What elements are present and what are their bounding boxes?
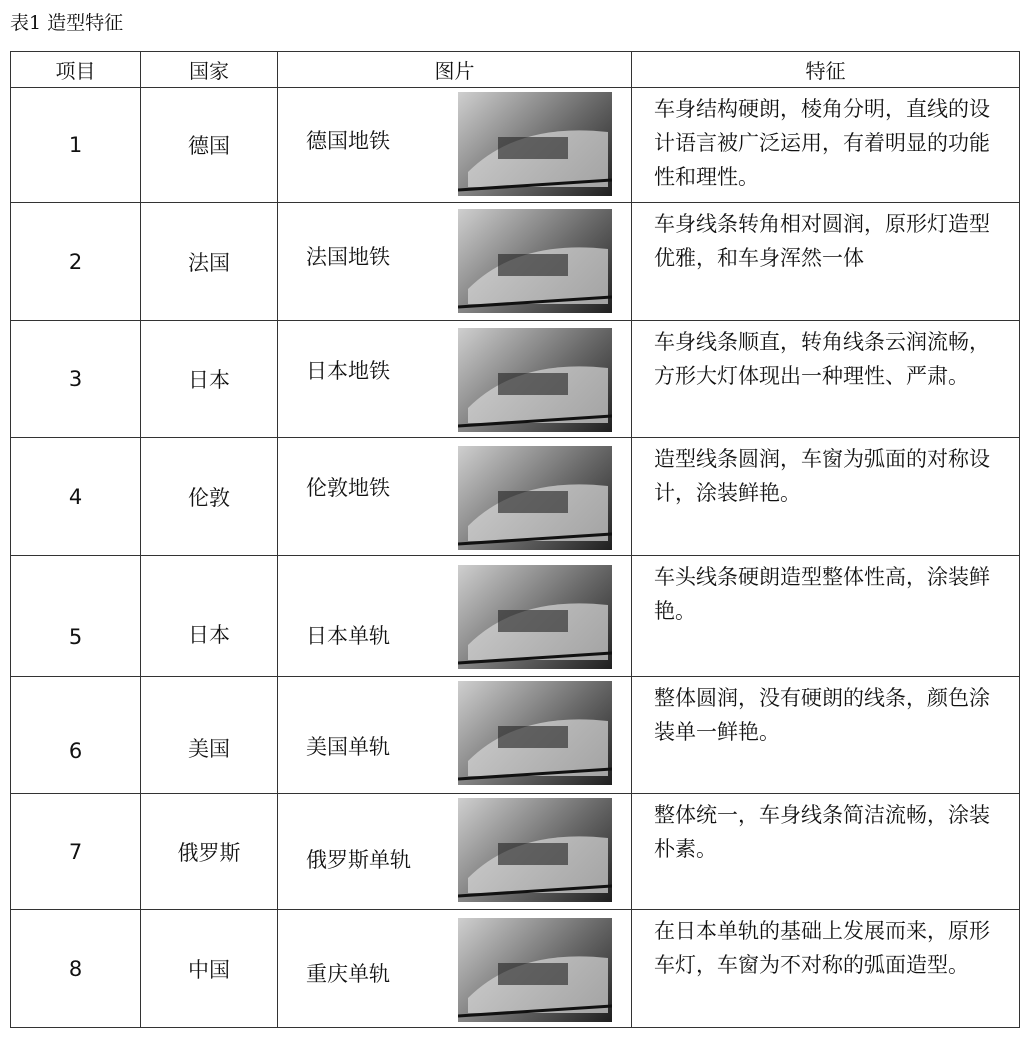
item-number: 2 [11, 203, 141, 321]
image-label: 俄罗斯单轨 [306, 848, 411, 872]
image-label: 日本地铁 [306, 359, 390, 383]
train-photo-placeholder [458, 798, 612, 902]
train-photo-placeholder [458, 918, 612, 1022]
train-photo [458, 328, 612, 432]
item-number: 6 [11, 677, 141, 794]
image-label: 日本单轨 [306, 624, 390, 648]
country-name: 伦敦 [141, 438, 278, 556]
train-photo [458, 446, 612, 550]
country-name: 中国 [141, 910, 278, 1028]
item-number: 1 [11, 88, 141, 203]
item-number: 3 [11, 321, 141, 438]
table-row [11, 321, 1020, 438]
image-label: 伦敦地铁 [306, 476, 390, 500]
image-cell [278, 321, 632, 438]
table-row [11, 794, 1020, 910]
feature-text: 车头线条硬朗造型整体性高，涂装鲜艳。 [632, 556, 1020, 677]
feature-text: 车身结构硬朗，棱角分明，直线的设计语言被广泛运用，有着明显的功能性和理性。 [632, 88, 1020, 203]
image-label: 美国单轨 [306, 735, 390, 759]
header-image: 图片 [278, 52, 632, 88]
feature-text: 造型线条圆润，车窗为弧面的对称设计，涂装鲜艳。 [632, 438, 1020, 556]
item-number: 8 [11, 910, 141, 1028]
feature-text: 车身线条转角相对圆润，原形灯造型优雅，和车身浑然一体 [632, 203, 1020, 321]
image-label: 德国地铁 [306, 129, 390, 153]
country-name: 法国 [141, 203, 278, 321]
image-cell [278, 677, 632, 794]
country-name: 俄罗斯 [141, 794, 278, 910]
table-caption: 表1 造型特征 [10, 12, 124, 34]
image-label: 重庆单轨 [306, 962, 390, 986]
item-number: 5 [11, 556, 141, 677]
train-photo-placeholder [458, 209, 612, 313]
table-row [11, 88, 1020, 203]
header-item: 项目 [11, 52, 141, 88]
train-photo-placeholder [458, 92, 612, 196]
train-photo-placeholder [458, 328, 612, 432]
image-cell [278, 438, 632, 556]
image-cell [278, 910, 632, 1028]
train-photo [458, 681, 612, 785]
table-row [11, 677, 1020, 794]
train-photo [458, 565, 612, 669]
country-name: 美国 [141, 677, 278, 794]
image-cell [278, 88, 632, 203]
train-photo [458, 209, 612, 313]
train-photo-placeholder [458, 681, 612, 785]
item-number: 4 [11, 438, 141, 556]
country-name: 日本 [141, 556, 278, 677]
train-photo [458, 798, 612, 902]
item-number: 7 [11, 794, 141, 910]
country-name: 德国 [141, 88, 278, 203]
feature-text: 整体统一，车身线条简洁流畅，涂装朴素。 [632, 794, 1020, 910]
header-country: 国家 [141, 52, 278, 88]
styling-features-table [10, 51, 1020, 1028]
feature-text: 车身线条顺直，转角线条云润流畅，方形大灯体现出一种理性、严肃。 [632, 321, 1020, 438]
train-photo [458, 92, 612, 196]
image-cell [278, 203, 632, 321]
country-name: 日本 [141, 321, 278, 438]
feature-text: 整体圆润，没有硬朗的线条，颜色涂装单一鲜艳。 [632, 677, 1020, 794]
image-cell [278, 794, 632, 910]
table-header-row [11, 52, 1020, 88]
table-row [11, 438, 1020, 556]
train-photo-placeholder [458, 446, 612, 550]
feature-text: 在日本单轨的基础上发展而来，原形车灯，车窗为不对称的弧面造型。 [632, 910, 1020, 1028]
header-feature: 特征 [632, 52, 1020, 88]
train-photo [458, 918, 612, 1022]
image-label: 法国地铁 [306, 245, 390, 269]
train-photo-placeholder [458, 565, 612, 669]
table-row [11, 556, 1020, 677]
table-row [11, 910, 1020, 1028]
table-row [11, 203, 1020, 321]
image-cell [278, 556, 632, 677]
